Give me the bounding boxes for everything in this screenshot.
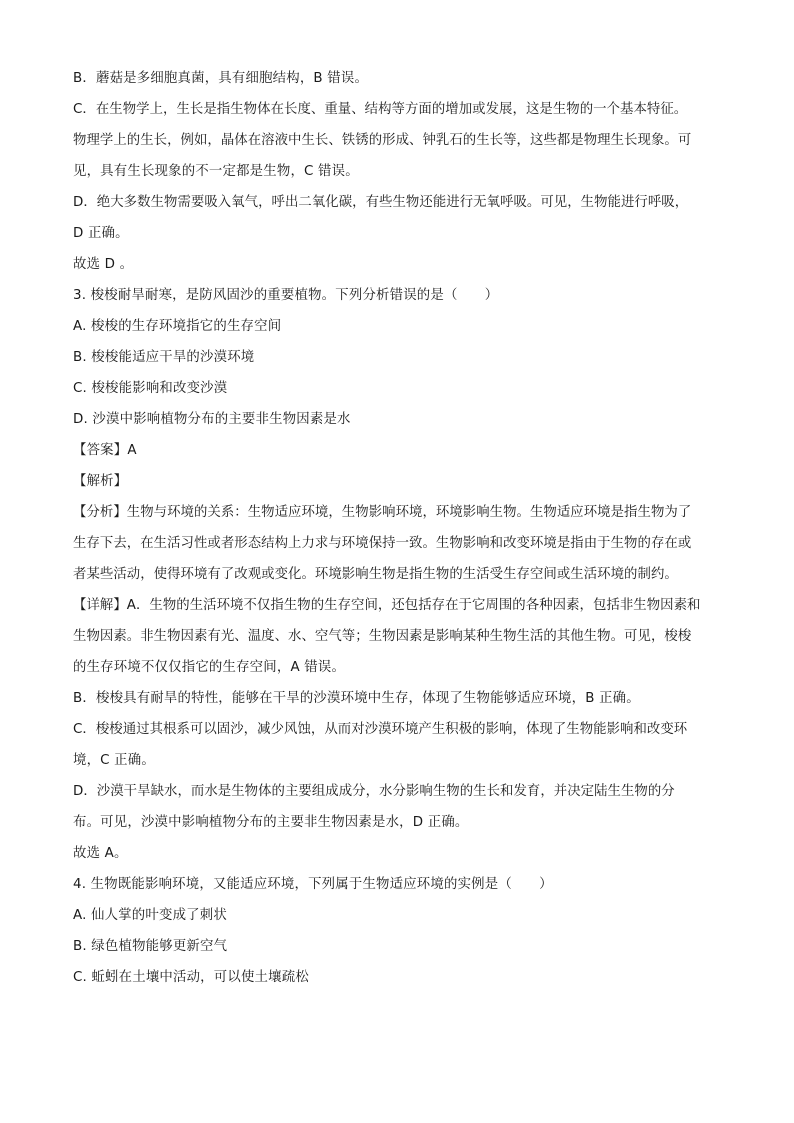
text-line: 生物因素。非生物因素有光、温度、水、空气等；生物因素是影响某种生物生活的其他生物。可见，梭梭 [73, 629, 692, 644]
text-line: 布。可见，沙漠中影响植物分布的主要非生物因素是水，D 正确。 [73, 815, 469, 830]
text-line: 【详解】A．生物的生活环境不仅指生物的生存空间，还包括存在于它周围的各种因素，包括非生物因素和 [73, 598, 701, 613]
analysis-label: 【解析】 [73, 474, 128, 489]
text-line: D．沙漠干旱缺水，而水是生物体的主要组成成分，水分影响生物的生长和发育，并决定陆生生物的分 [73, 784, 675, 799]
text-line: C．梭梭通过其根系可以固沙，减少风蚀，从而对沙漠环境产生积极的影响，体现了生物能影响和改变环 [73, 722, 688, 737]
text-line: 者某些活动，使得环境有了改观或变化。环境影响生物是指生物的生活受生存空间或生活环境的制约。 [73, 567, 678, 582]
answer-label: 【答案】A [73, 443, 137, 458]
text-line: 【分析】生物与环境的关系：生物适应环境，生物影响环境，环境影响生物。生物适应环境是指生物为了 [73, 505, 692, 520]
question-3-option-d: D. 沙漠中影响植物分布的主要非生物因素是水 [73, 412, 351, 427]
text-line: 见，具有生长现象的不一定都是生物，C 错误。 [73, 164, 359, 179]
question-4-stem: 4. 生物既能影响环境，又能适应环境，下列属于生物适应环境的实例是（ ） [73, 877, 553, 892]
question-3-option-b: B. 梭梭能适应干旱的沙漠环境 [73, 350, 255, 365]
page-content [73, 63, 723, 993]
question-4-option-a: A. 仙人掌的叶变成了刺状 [73, 908, 227, 923]
text-line: D 正确。 [73, 226, 129, 241]
text-line: B．梭梭具有耐旱的特性，能够在干旱的沙漠环境中生存，体现了生物能够适应环境，B 正确。 [73, 691, 640, 706]
text-line: D．绝大多数生物需要吸入氧气，呼出二氧化碳，有些生物还能进行无氧呼吸。可见，生物能进行呼吸， [73, 195, 689, 210]
question-3-option-a: A. 梭梭的生存环境指它的生存空间 [73, 319, 282, 334]
text-line: C．在生物学上，生长是指生物体在长度、重量、结构等方面的增加或发展，这是生物的一个基本特征。 [73, 102, 688, 117]
text-line: 生存下去，在生活习性或者形态结构上力求与环境保持一致。生物影响和改变环境是指由于生物的存在或 [73, 536, 692, 551]
question-3-option-c: C. 梭梭能影响和改变沙漠 [73, 381, 228, 396]
question-3-stem: 3. 梭梭耐旱耐寒，是防风固沙的重要植物。下列分析错误的是（ ） [73, 288, 499, 303]
text-line: 故选 A。 [73, 846, 128, 861]
question-4-option-b: B. 绿色植物能够更新空气 [73, 939, 228, 954]
text-line: 境，C 正确。 [73, 753, 155, 768]
text-line: 故选 D 。 [73, 257, 134, 272]
question-4-option-c: C. 蚯蚓在土壤中活动，可以使土壤疏松 [73, 970, 309, 985]
text-line: 物理学上的生长，例如，晶体在溶液中生长、铁锈的形成、钟乳石的生长等，这些都是物理生长现象。可 [73, 133, 692, 148]
text-line: B．蘑菇是多细胞真菌，具有细胞结构，B 错误。 [73, 71, 369, 86]
text-line: 的生存环境不仅仅指它的生存空间，A 错误。 [73, 660, 346, 675]
